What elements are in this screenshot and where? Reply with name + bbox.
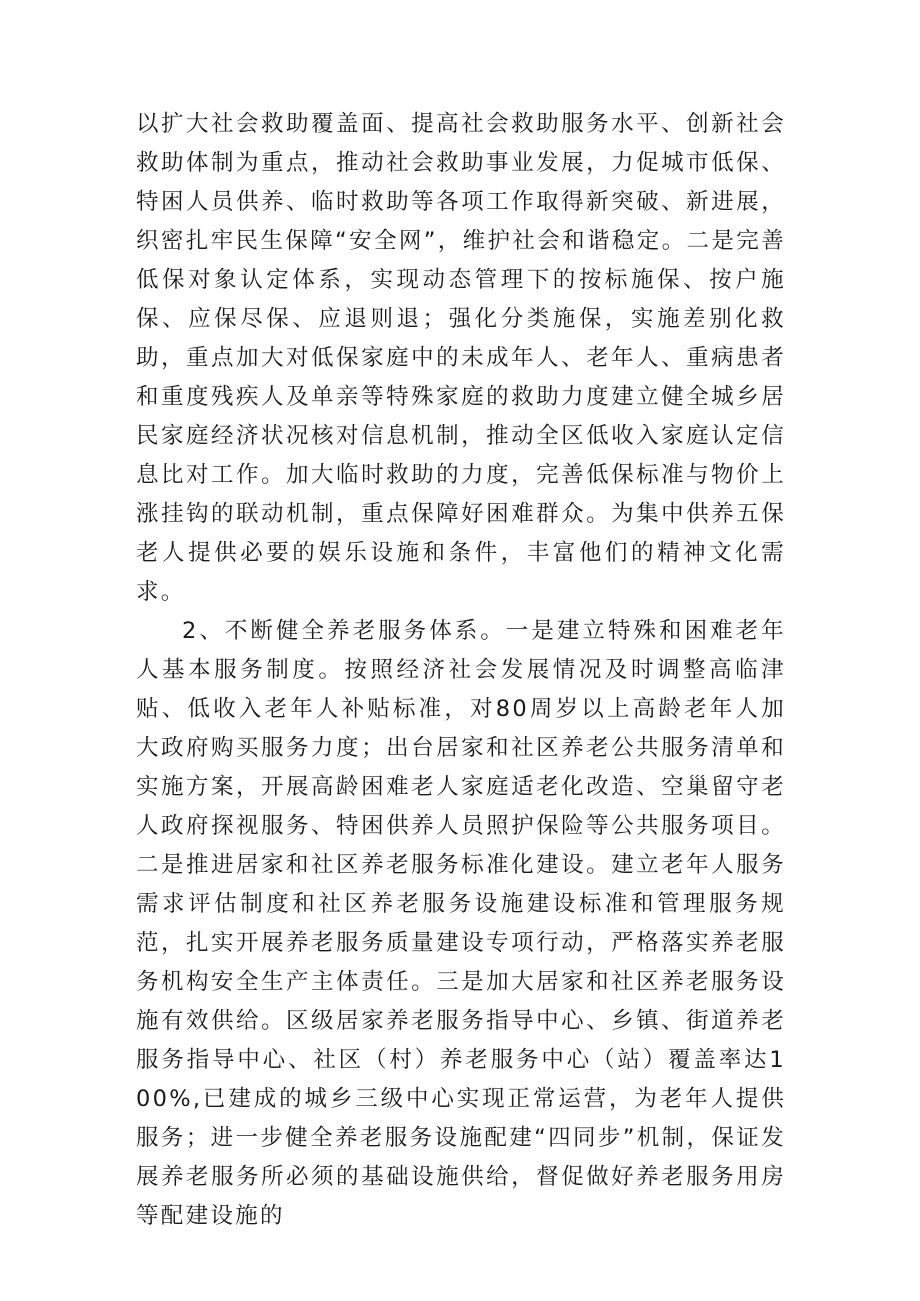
paragraph-elderly-care-system: 2、不断健全养老服务体系。一是建立特殊和困难老年人基本服务制度。按照经济社会发展情况及时调整高临津贴、低收入老年人补贴标准，对80周岁以上高龄老年人加大政府购买服务力度；出台居家和社区养老公共服务清单和实施方案，开展高龄困难老人家庭适老化改造、空巢留守老人政府探视服务、特困供养人员照护保险等公共服务项目。二是推进居家和社区养老服务标准化建设。建立老年人服务需求评估制度和社区养老服务设施建设标准和管理服务规范，扎实开展养老服务质量建设专项行动，严格落实养老服务机构安全生产主体责任。三是加大居家和社区养老服务设施有效供给。区级居家养老服务指导中心、乡镇、街道养老服务指导中心、社区（村）养老服务中心（站）覆盖率达100%,已建成的城乡三级中心实现正常运营，为老年人提供服务；进一步健全养老服务设施配建“四同步”机制，保证发展养老服务所必须的基础设施供给，督促做好养老服务用房等配建设施的 <box>136 618 786 1229</box>
paragraph-social-assistance: 以扩大社会救助覆盖面、提高社会救助服务水平、创新社会救助体制为重点，推动社会救助事业发展，力促城市低保、特困人员供养、临时救助等各项工作取得新突破、新进展，织密扎牢民生保障“安全网”，维护社会和谐稳定。二是完善低保对象认定体系，实现动态管理下的按标施保、按户施保、应保尽保、应退则退；强化分类施保，实施差别化救助，重点加大对低保家庭中的未成年人、老年人、重病患者和重度残疾人及单亲等特殊家庭的救助力度建立健全城乡居民家庭经济状况核对信息机制，推动全区低收入家庭认定信息比对工作。加大临时救助的力度，完善低保标准与物价上涨挂钩的联动机制，重点保障好困难群众。为集中供养五保老人提供必要的娱乐设施和条件，丰富他们的精神文化需求。 <box>136 111 786 605</box>
document-body <box>136 105 786 1236</box>
